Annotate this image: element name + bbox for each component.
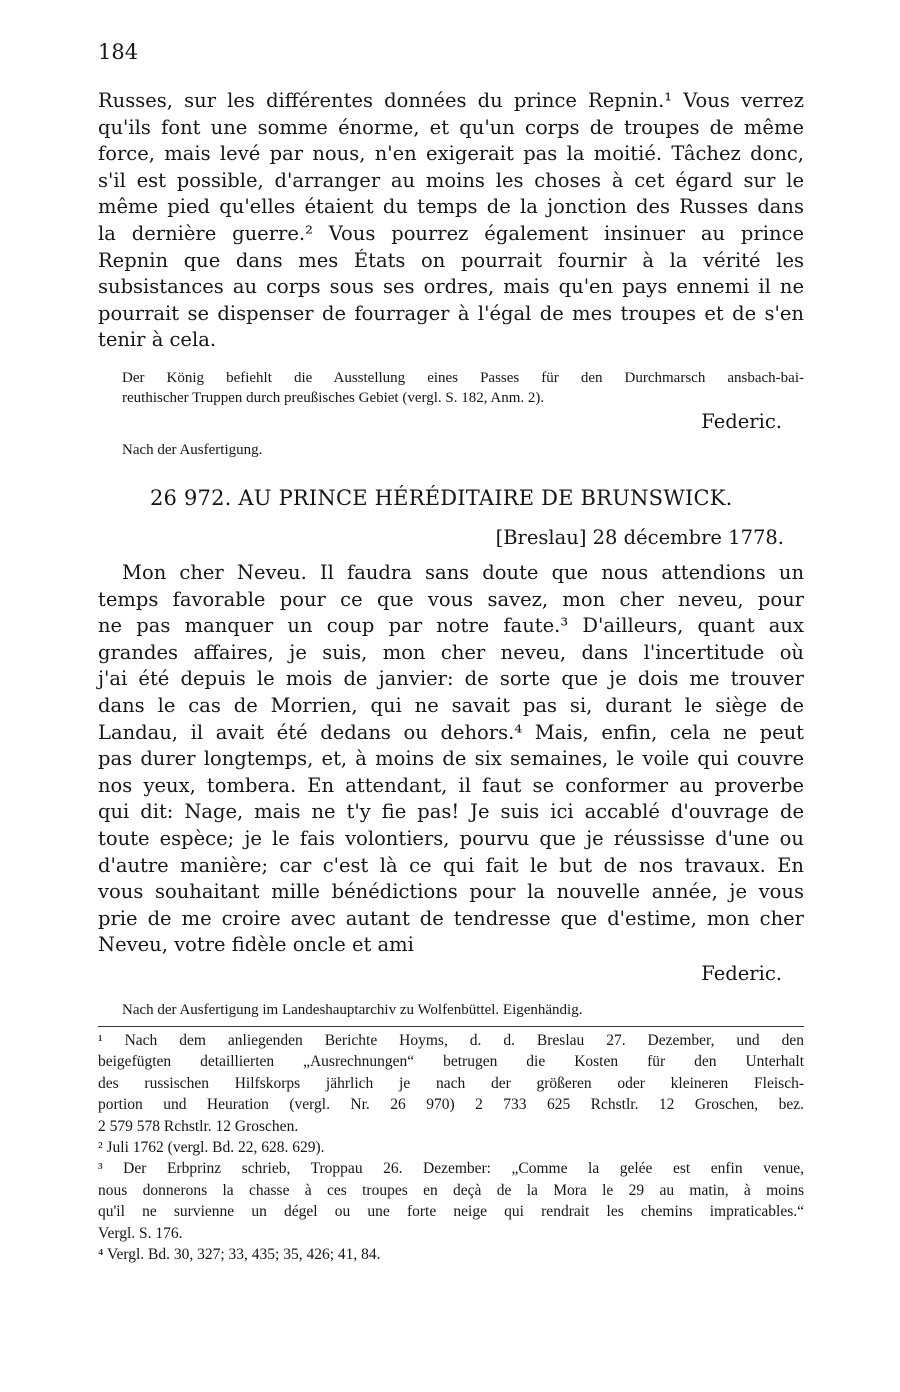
text-line: grandes affaires, je suis, mon cher neveu, dans l'incertitude où	[98, 640, 804, 664]
text-line: j'ai été depuis le mois de janvier: de sorte que je dois me trouver	[98, 667, 804, 691]
paragraph-continuation	[98, 88, 804, 354]
text-line: qu'ils font une somme énorme, et qu'un corps de troupes de même	[98, 115, 804, 139]
signature: Federic.	[701, 410, 782, 433]
text-line: toute espèce; je le fais volontiers, pourvu que je réussisse d'une ou	[98, 826, 804, 850]
text-line: Neveu, votre fidèle oncle et ami	[98, 933, 414, 957]
page-number: 184	[98, 40, 139, 64]
text-line: même pied qu'elles étaient du temps de la jonction des Russes dans	[98, 195, 804, 219]
signature: Federic.	[701, 962, 782, 985]
note-line: reuthischer Truppen durch preußisches Gebiet (vergl. S. 182, Anm. 2).	[122, 390, 545, 406]
text-line: d'autre manière; car c'est là ce qui fait le but de nos travaux. En	[98, 853, 804, 877]
footnote-line: ¹ Nach dem anliegenden Berichte Hoyms, d. d. Breslau 27. Dezember, und den	[98, 1032, 804, 1049]
footnote-line: portion und Heuration (vergl. Nr. 26 970) 2 733 625 Rchstlr. 12 Groschen, bez.	[98, 1096, 804, 1114]
text-line: qui dit: Nage, mais ne t'y fie pas! Je suis ici accablé d'ouvrage de	[98, 800, 804, 824]
footnote-line: des russischen Hilfskorps jährlich je nach der größeren oder kleineren Fleisch-	[98, 1074, 804, 1092]
text-line: Landau, il avait été dedans ou dehors.⁴ Mais, enfin, cela ne peut	[98, 720, 804, 744]
text-line: pourrait se dispenser de fourrager à l'égal de mes troupes et de s'en	[98, 301, 804, 325]
text-line: tenir à cela.	[98, 328, 217, 352]
text-line: vous souhaitant mille bénédictions pour la nouvelle année, je vous	[98, 880, 804, 904]
source-note: Nach der Ausfertigung im Landeshauptarchiv zu Wolfenbüttel. Eigenhändig.	[122, 1002, 583, 1018]
text-line: Mon cher Neveu. Il faudra sans doute que nous attendions un	[122, 561, 804, 584]
footnote-line: ⁴ Vergl. Bd. 30, 327; 33, 435; 35, 426; 41, 84.	[98, 1246, 381, 1264]
text-line: force, mais levé par nous, n'en exigerait pas la moitié. Tâchez donc,	[98, 142, 804, 166]
text-line: subsistances au corps sous ses ordres, mais qu'en pays ennemi il ne	[98, 275, 804, 299]
letter-body	[98, 560, 804, 959]
footnotes	[98, 1030, 804, 1265]
footnote-line: ² Juli 1762 (vergl. Bd. 22, 628. 629).	[98, 1139, 325, 1157]
text-line: s'il est possible, d'arranger au moins les choses à cet égard sur le	[98, 168, 804, 192]
footnote-line: beigefügten detaillierten „Ausrechnungen“ betrugen die Kosten für den Unterhalt	[98, 1053, 804, 1071]
text-line: dans le cas de Morrien, qui ne savait pas si, durant le siège de	[98, 693, 804, 717]
text-line: ne pas manquer un coup par notre faute.³ D'ailleurs, quant aux	[98, 614, 804, 638]
footnote-line: nous donnerons la chasse à ces troupes en deçà de la Mora le 29 au matin, à moins	[98, 1181, 804, 1199]
footnote-line: 2 579 578 Rchstlr. 12 Groschen.	[98, 1117, 299, 1135]
footnote-line: ³ Der Erbprinz schrieb, Troppau 26. Dezember: „Comme la gelée est enfin venue,	[98, 1160, 804, 1178]
footnote-divider	[98, 1026, 804, 1027]
note-line: Der König befiehlt die Ausstellung eines Passes für den Durchmarsch ansbach-bai-	[122, 370, 804, 386]
footnote-line: Vergl. S. 176.	[98, 1224, 183, 1242]
text-line: pas durer longtemps, et, à moins de six semaines, le voile qui couvre	[98, 747, 804, 771]
text-line: nos yeux, tombera. En attendant, il faut se conformer au proverbe	[98, 773, 804, 797]
source-note: Nach der Ausfertigung.	[122, 442, 263, 458]
footnote-line: qu'il ne survienne un dégel ou une forte neige qui rendrait les chemins impraticables.“	[98, 1203, 804, 1221]
text-line: la dernière guerre.² Vous pourrez également insinuer au prince	[98, 221, 804, 245]
text-line: prie de me croire avec autant de tendresse que d'estime, mon cher	[98, 906, 804, 930]
letter-heading: 26 972. AU PRINCE HÉRÉDITAIRE DE BRUNSWICK.	[150, 486, 733, 510]
dateline: [Breslau] 28 décembre 1778.	[495, 526, 784, 549]
text-line: temps favorable pour ce que vous savez, mon cher neveu, pour	[98, 587, 804, 611]
editorial-note	[122, 368, 804, 408]
text-line: Repnin que dans mes États on pourrait fournir à la vérité les	[98, 248, 804, 272]
text-line: Russes, sur les différentes données du prince Repnin.¹ Vous verrez	[98, 89, 804, 112]
